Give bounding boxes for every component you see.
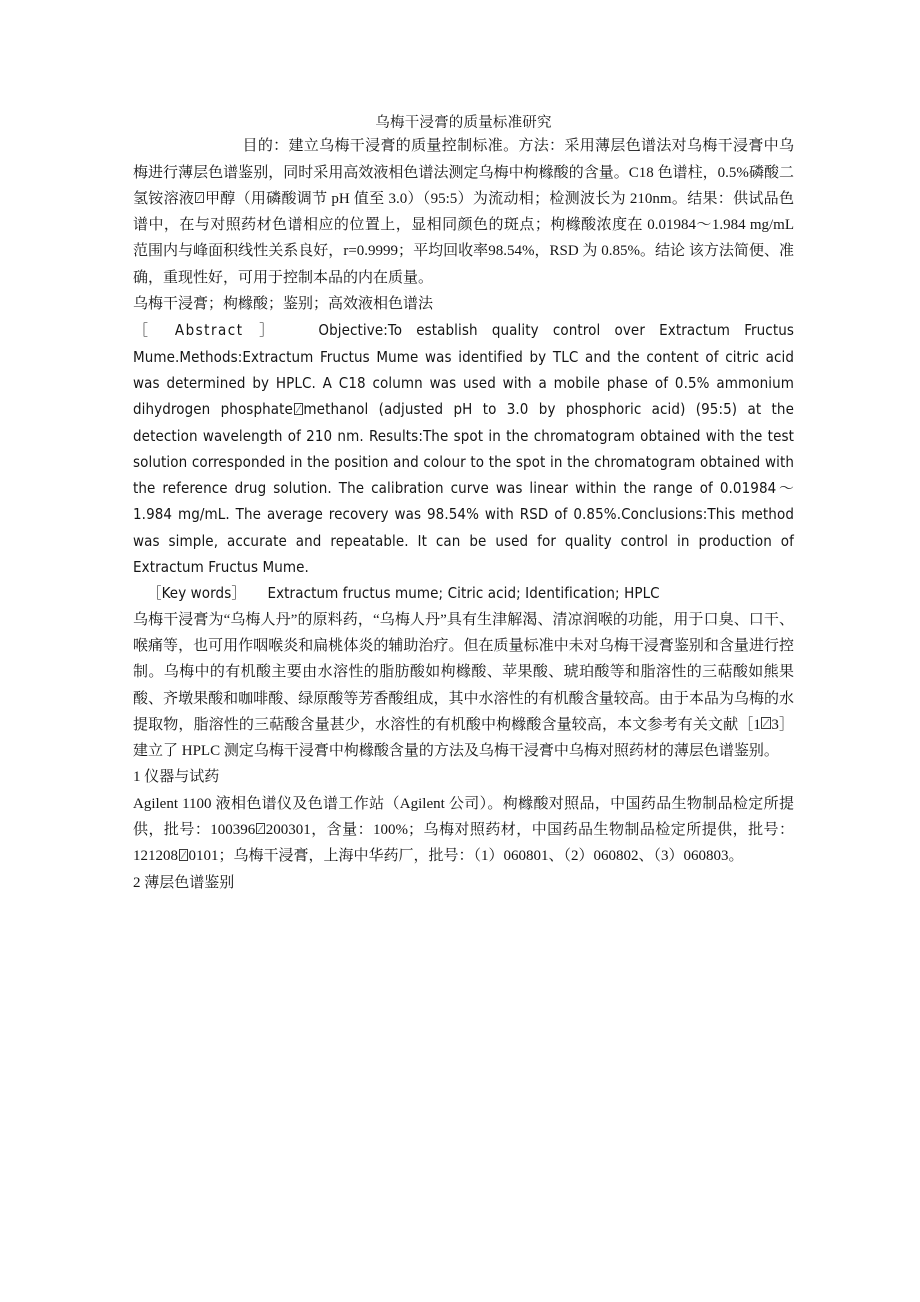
missing-glyph-icon — [256, 823, 265, 835]
english-keywords — [133, 580, 794, 606]
document-content-column — [133, 0, 794, 896]
section-1-text-part3: 0101；乌梅干浸膏，上海中华药厂，批号：（1）060801、（2）060802、（3）060803。 — [188, 848, 744, 865]
missing-glyph-icon — [195, 192, 204, 204]
missing-glyph-icon — [761, 717, 770, 729]
cn-abstract-line-6: 98.54%，RSD 为 0.85%。结论 该方法简便、准确，重现性好，可用于控制本品的内在质量。 — [133, 243, 794, 286]
section-2-heading: 2 薄层色谱鉴别 — [133, 874, 235, 891]
page-title: 乌梅干浸膏的质量标准研究 — [375, 115, 552, 131]
intro-text-part2: 3］建立了 HPLC 测定乌梅干浸膏中枸橼酸含量的方法及乌梅干浸膏中乌梅对照药材的薄层色谱鉴别。 — [133, 716, 794, 760]
section-1-text-part2: 200301，含量：100%；乌梅对照药材，中国药品生物制品检定所提供，批号：121208 — [133, 822, 794, 865]
introduction-paragraph — [133, 607, 794, 765]
keywords-label: ［Key words］ — [146, 584, 247, 603]
missing-glyph-icon — [294, 403, 303, 415]
cn-abstract-line-4: nm。结果：供试品色谱中，在与对照药材色谱相应的位置上，显相同颜色的斑点；枸橼酸 — [133, 190, 794, 234]
english-abstract-text-part1: Objective:To establish quality control over Extractum Fructus Mume.Methods:Extractum Fructus Mume was identified by TLC and the content of citric acid was determined by HPLC. A C18 column was used with a mobile phase of 0.5% ammonium dihydrogen phosphate — [133, 321, 794, 419]
cn-abstract-line-1: 目的：建立乌梅干浸膏的质量控制标准。方法：采用薄层色谱法对乌梅干浸膏 — [242, 138, 764, 155]
cn-abstract-line-3b: 甲醇（用磷酸调节 pH 值至 3.0）（95:5）为流动相；检测波长为 210 — [204, 190, 653, 207]
english-keywords-text: Extractum fructus mume; Citric acid; Identification; HPLC — [267, 584, 660, 603]
abstract-label: ［ Abstract ］ — [133, 321, 286, 340]
intro-text-part1: 乌梅干浸膏为“乌梅人丹”的原料药，“乌梅人丹”具有生津解渴、清凉润喉的功能，用于口臭、口干、喉痛等，也可用作咽喉炎和扁桃体炎的辅助治疗。但在质量标准中未对乌梅干浸膏鉴别和含量进行控制。乌梅中的有机酸主要由水溶性的脂肪酸如枸橼酸、苹果酸、琥珀酸等和脂溶性的三萜酸如熊果酸、齐墩果酸和咖啡酸、绿原酸等芳香酸组成，其中水溶性的有机酸含量较高。由于本品为乌梅的水提取物，脂溶性的三萜酸含量甚少，水溶性的有机酸中枸橼酸含量较高，本文参考有关文献［1 — [133, 611, 794, 733]
chinese-keywords: 乌梅干浸膏；枸橼酸；鉴别；高效液相色谱法 — [133, 296, 434, 313]
cn-abstract-line-3a: 0.5%磷酸二氢铵溶液 — [133, 164, 794, 207]
section-1-text-part1: Agilent 1100 液相色谱仪及色谱工作站（Agilent 公司）。枸橼酸对照品，中国药品生物制品检定所提供，批号：100396 — [133, 795, 794, 839]
missing-glyph-icon — [179, 849, 188, 861]
section-1-paragraph — [133, 791, 794, 870]
english-abstract-text-part2: methanol (adjusted pH to 3.0 by phosphoric acid) (95:5) at the detection wavelength of 210 nm. Results:The spot in the chromatogram obtained with the test solution corresponded in the position and colour to the spot in the chromatogram obtained with the reference drug solution. The calibration curve was linear within the range of 0.01984～1.984 mg/mL. The average recovery was 98.54% with RSD of 0.85%.Conclusions:This method was simple, accurate and repeatable. It can be used for quality control in production of Extractum Fructus Mume. — [133, 400, 794, 577]
cn-abstract-line-2: 中乌梅进行薄层色谱鉴别，同时采用高效液相色谱法测定乌梅中枸橼酸的含量。C18 色谱柱， — [133, 138, 794, 181]
english-abstract-paragraph — [133, 317, 794, 580]
chinese-abstract-paragraph — [133, 133, 794, 291]
section-1-heading: 1 仪器与试药 — [133, 769, 220, 786]
cn-abstract-line-5: 浓度在 0.01984～1.984 mg/mL 范围内与峰面积线性关系良好，r=0.9999；平均回收率 — [133, 217, 794, 260]
